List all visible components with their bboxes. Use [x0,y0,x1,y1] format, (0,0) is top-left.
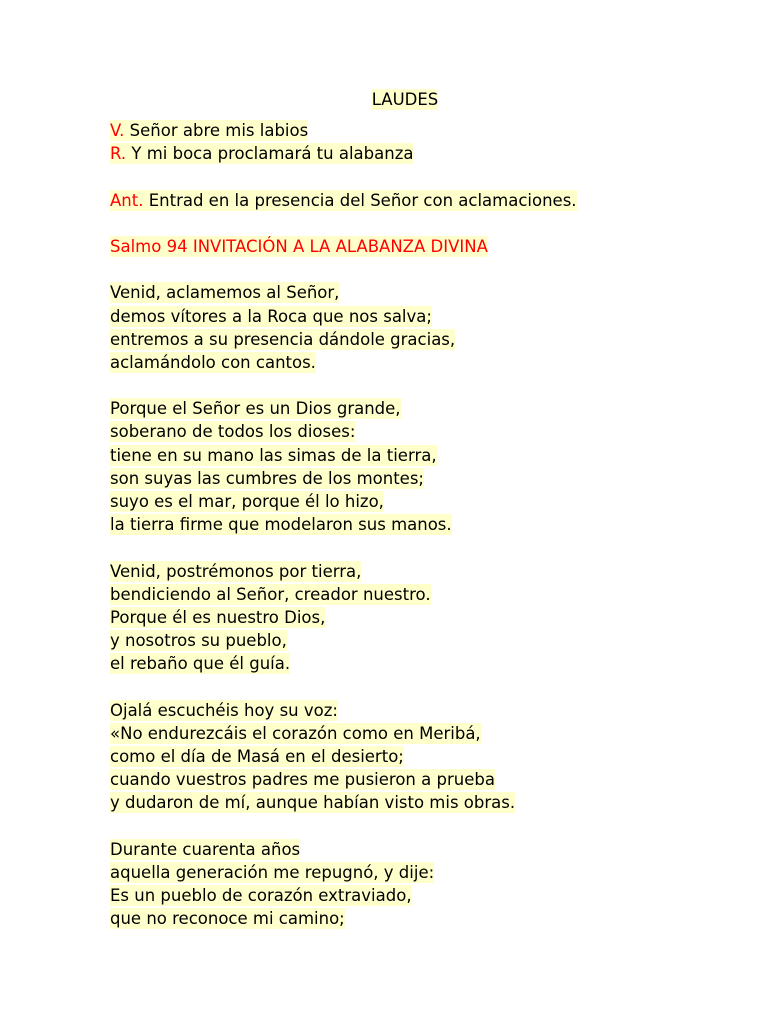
versicle-line [110,119,750,142]
antiphon-text: Entrad en la presencia del Señor con aclamaciones. [143,190,577,210]
verse-text: la tierra firme que modelaron sus manos. [110,515,452,535]
verse-line [110,281,750,304]
psalm-stanzas [110,281,750,930]
verse-text: son suyas las cumbres de los montes; [110,468,424,488]
stanza-spacer [110,676,750,699]
response-text: Y mi boca proclamará tu alabanza [126,144,414,164]
verse-text: entremos a su presencia dándole gracias, [110,329,456,349]
spacer [110,165,750,188]
verse-line [110,745,750,768]
verse-line [110,699,750,722]
verse-text: Porque el Señor es un Dios grande, [110,399,401,419]
verse-line [110,861,750,884]
verse-text: y dudaron de mí, aunque habían visto mis obras. [110,793,516,813]
psalm-heading [110,235,750,258]
verse-line [110,351,750,374]
response-label: R. [110,144,127,164]
verse-line [110,397,750,420]
verse-line [110,606,750,629]
verse-line [110,420,750,443]
versicle-text: Señor abre mis labios [124,121,309,140]
verse-text: como el día de Masá en el desierto; [110,747,404,767]
verse-text: y nosotros su pueblo, [110,631,287,651]
verse-line [110,838,750,861]
verse-line [110,791,750,814]
verse-text: bendiciendo al Señor, creador nuestro. [110,584,431,604]
verse-text: soberano de todos los dioses: [110,422,356,442]
psalm-heading-text: Salmo 94 INVITACIÓN A LA ALABANZA DIVINA [110,236,488,256]
verse-line [110,583,750,606]
verse-line [110,768,750,791]
response-line [110,142,750,165]
verse-line [110,467,750,490]
verse-line [110,560,750,583]
verse-text: el rebaño que él guía. [110,654,291,674]
verse-text: cuando vuestros padres me pusieron a prueba [110,770,495,790]
stanza-spacer [110,374,750,397]
verse-text: tiene en su mano las simas de la tierra, [110,445,437,465]
verse-line [110,305,750,328]
verse-line [110,328,750,351]
verse-text: aclamándolo con cantos. [110,352,316,372]
verse-text: demos vítores a la Roca que nos salva; [110,306,432,326]
verse-text: Es un pueblo de corazón extraviado, [110,886,412,906]
verse-line [110,490,750,513]
verse-text: Venid, aclamemos al Señor, [110,283,340,303]
versicle-label: V. [110,121,125,140]
antiphon-line [110,189,750,212]
verse-text: Durante cuarenta años [110,839,301,859]
verse-text: Venid, postrémonos por tierra, [110,561,362,581]
stanza-spacer [110,536,750,559]
verse-line [110,907,750,930]
verse-line [110,722,750,745]
spacer [110,258,750,281]
verse-line [110,444,750,467]
page-title [0,89,768,110]
antiphon-label: Ant. [110,190,144,210]
title-text: LAUDES [371,90,439,109]
verse-text: aquella generación me repugnó, y dije: [110,863,435,882]
spacer [110,212,750,235]
verse-text: que no reconoce mi camino; [110,909,345,929]
verse-text: «No endurezcáis el corazón como en Meribá, [110,723,481,743]
verse-line [110,629,750,652]
prayer-content [110,119,750,931]
verse-line [110,884,750,907]
verse-text: Porque él es nuestro Dios, [110,607,326,627]
stanza-spacer [110,815,750,838]
verse-text: suyo es el mar, porque él lo hizo, [110,492,384,511]
verse-line [110,652,750,675]
verse-text: Ojalá escuchéis hoy su voz: [110,700,338,720]
verse-line [110,513,750,536]
